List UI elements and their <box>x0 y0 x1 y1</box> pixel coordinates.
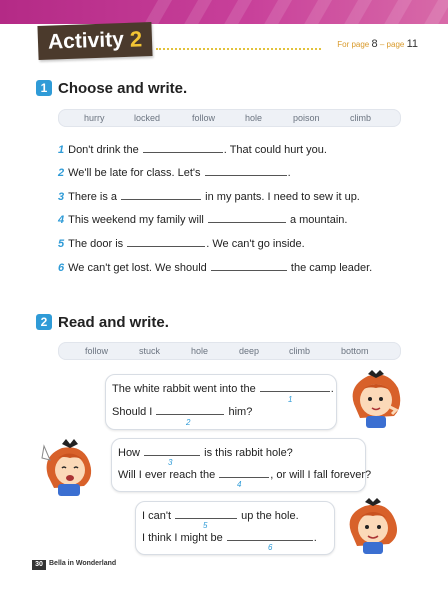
bubble-1-line-1: The white rabbit went into the . <box>112 383 334 395</box>
question-2: 2 We'll be late for class. Let's . <box>58 167 291 179</box>
word-bank-item: climb <box>289 346 311 356</box>
question-6: 6 We can't get lost. We should the camp leader. <box>58 262 373 274</box>
speech-bubble-2 <box>111 438 372 492</box>
section-1-number: 1 <box>36 80 52 96</box>
blank-number-1: 1 <box>288 395 293 404</box>
word-bank-item: follow <box>192 113 216 123</box>
answer-blank-b6[interactable] <box>227 531 313 541</box>
word-bank-item: deep <box>239 346 260 356</box>
girl-illustration-3 <box>343 496 403 556</box>
question-3: 3 There is a in my pants. I need to sew it up. <box>58 191 360 203</box>
girl-illustration-2 <box>38 436 100 498</box>
question-1: 1 Don't drink the . That could hurt you. <box>58 144 327 156</box>
answer-blank-b2[interactable] <box>156 405 224 415</box>
page-reference: For page 8 – page 11 <box>337 38 418 50</box>
answer-blank-2[interactable] <box>205 166 287 176</box>
section-2-word-bank <box>58 342 401 360</box>
section-1-title: Choose and write. <box>58 80 188 97</box>
answer-blank-b4[interactable] <box>219 468 269 478</box>
word-bank-item: hurry <box>84 113 105 123</box>
page-number: 30 <box>32 560 46 570</box>
answer-blank-4[interactable] <box>208 213 286 223</box>
word-bank-item: hole <box>245 113 263 123</box>
activity-label: Activity <box>47 28 125 54</box>
question-4: 4 This weekend my family will a mountain. <box>58 214 348 226</box>
answer-blank-b5[interactable] <box>175 509 237 519</box>
answer-blank-3[interactable] <box>121 190 201 200</box>
answer-blank-5[interactable] <box>127 237 205 247</box>
answer-blank-1[interactable] <box>143 143 223 153</box>
section-2-title: Read and write. <box>58 314 169 331</box>
answer-blank-6[interactable] <box>211 261 287 271</box>
blank-number-2: 2 <box>186 418 191 427</box>
bubble-2-line-1: How is this rabbit hole? <box>118 447 293 459</box>
word-bank-item: poison <box>293 113 320 123</box>
bubble-3-line-1: I can't up the hole. <box>142 510 299 522</box>
blank-number-5: 5 <box>203 521 208 530</box>
bubble-2-line-2: Will I ever reach the , or will I fall forever? <box>118 469 372 481</box>
header-dotted-divider <box>156 48 321 50</box>
blank-number-4: 4 <box>237 480 242 489</box>
bubble-3-line-2: I think I might be . <box>142 532 317 544</box>
answer-blank-b1[interactable] <box>260 382 330 392</box>
activity-number: 2 <box>129 26 143 52</box>
answer-blank-b3[interactable] <box>144 446 200 456</box>
blank-number-3: 3 <box>168 458 173 467</box>
activity-title <box>37 22 152 60</box>
bubble-1-line-2: Should I him? <box>112 406 253 418</box>
top-banner <box>0 0 448 24</box>
word-bank-item: hole <box>191 346 209 356</box>
section-1-word-bank <box>58 109 401 127</box>
word-bank-item: follow <box>85 346 109 356</box>
speech-bubble-1 <box>105 374 337 430</box>
word-bank-item: stuck <box>139 346 161 356</box>
question-5: 5 The door is . We can't go inside. <box>58 238 305 250</box>
blank-number-6: 6 <box>268 543 273 552</box>
book-title: Bella in Wonderland <box>49 560 117 567</box>
girl-illustration-1 <box>346 366 406 430</box>
word-bank-item: bottom <box>341 346 369 356</box>
word-bank-item: climb <box>350 113 372 123</box>
speech-bubble-3 <box>135 501 335 555</box>
word-bank-item: locked <box>134 113 161 123</box>
section-2-number: 2 <box>36 314 52 330</box>
